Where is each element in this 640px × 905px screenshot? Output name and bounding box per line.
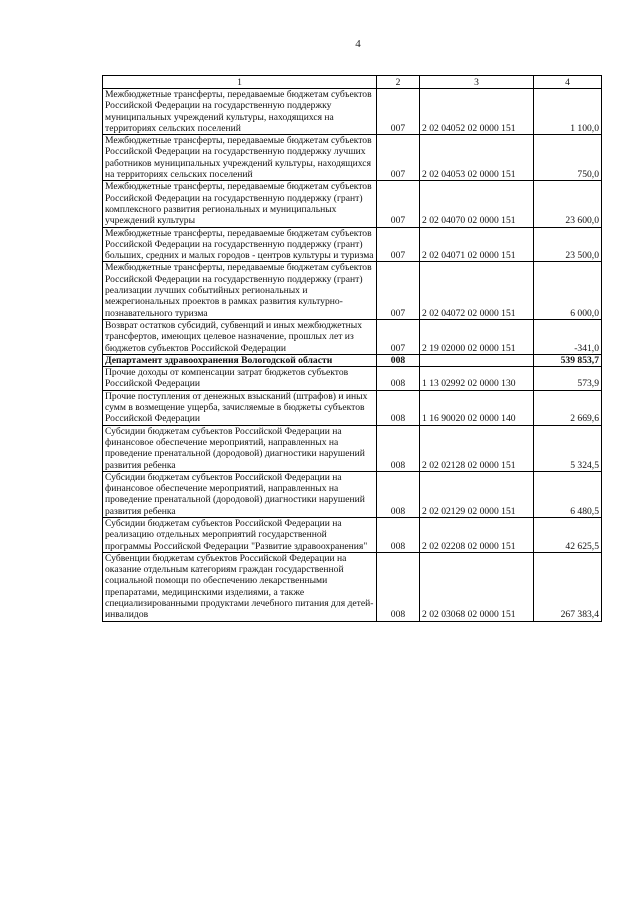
row-revenue-code-cell: 1 13 02992 02 0000 130 bbox=[420, 367, 534, 391]
row-name-cell: Прочие доходы от компенсации затрат бюджетов субъектов Российской Федерации bbox=[103, 367, 377, 391]
section-row bbox=[103, 354, 602, 366]
row-admin-code-cell: 008 bbox=[377, 354, 420, 366]
row-revenue-code-cell: 1 16 90020 02 0000 140 bbox=[420, 390, 534, 425]
header-col-2: 2 bbox=[377, 76, 420, 89]
row-name-cell: Межбюджетные трансферты, передаваемые бюджетам субъектов Российской Федерации на государственную поддержку (грант) больших, средних и малых городов - центров культуры и туризма bbox=[103, 227, 377, 262]
table-row bbox=[103, 227, 602, 262]
table-row bbox=[103, 425, 602, 471]
table-row bbox=[103, 89, 602, 135]
row-name-cell: Прочие поступления от денежных взысканий (штрафов) и иных сумм в возмещение ущерба, зачисляемые в бюджеты субъектов Российской Федерации bbox=[103, 390, 377, 425]
row-name-cell: Межбюджетные трансферты, передаваемые бюджетам субъектов Российской Федерации на государственную поддержку (грант) реализации лучших событийных региональных и межрегиональных проектов в рамках развития культурно-познавательного туризма bbox=[103, 262, 377, 319]
row-name-cell: Возврат остатков субсидий, субвенций и иных межбюджетных трансфертов, имеющих целевое назначение, прошлых лет из бюджетов субъектов Российской Федерации bbox=[103, 319, 377, 354]
row-name-cell: Межбюджетные трансферты, передаваемые бюджетам субъектов Российской Федерации на государственную поддержку муниципальных учреждений культуры, находящихся на территориях сельских поселений bbox=[103, 89, 377, 135]
row-amount-cell: 6 480,5 bbox=[534, 471, 602, 517]
row-revenue-code-cell: 2 02 04070 02 0000 151 bbox=[420, 181, 534, 227]
row-revenue-code-cell: 2 02 04053 02 0000 151 bbox=[420, 135, 534, 181]
row-admin-code-cell: 008 bbox=[377, 471, 420, 517]
row-revenue-code-cell: 2 19 02000 02 0000 151 bbox=[420, 319, 534, 354]
table-row bbox=[103, 319, 602, 354]
row-amount-cell: 1 100,0 bbox=[534, 89, 602, 135]
table-row bbox=[103, 181, 602, 227]
table-row bbox=[103, 517, 602, 552]
budget-revenue-table bbox=[102, 75, 602, 622]
row-revenue-code-cell: 2 02 02208 02 0000 151 bbox=[420, 517, 534, 552]
row-admin-code-cell: 007 bbox=[377, 181, 420, 227]
row-revenue-code-cell: 2 02 02128 02 0000 151 bbox=[420, 425, 534, 471]
row-name-cell: Межбюджетные трансферты, передаваемые бюджетам субъектов Российской Федерации на государственную поддержку лучших работников муниципальных учреждений культуры, находящихся на территориях сельских поселений bbox=[103, 135, 377, 181]
row-admin-code-cell: 008 bbox=[377, 425, 420, 471]
row-name-cell: Межбюджетные трансферты, передаваемые бюджетам субъектов Российской Федерации на государственную поддержку (грант) комплексного развития региональных и муниципальных учреждений культуры bbox=[103, 181, 377, 227]
row-admin-code-cell: 008 bbox=[377, 552, 420, 621]
header-col-3: 3 bbox=[420, 76, 534, 89]
row-revenue-code-cell: 2 02 03068 02 0000 151 bbox=[420, 552, 534, 621]
row-amount-cell: 23 500,0 bbox=[534, 227, 602, 262]
table-header-row bbox=[103, 76, 602, 89]
row-admin-code-cell: 008 bbox=[377, 367, 420, 391]
row-name-cell: Субсидии бюджетам субъектов Российской Федерации на финансовое обеспечение мероприятий, направленных на проведение пренатальной (дородовой) диагностики нарушений развития ребенка bbox=[103, 425, 377, 471]
row-name-cell: Субсидии бюджетам субъектов Российской Федерации на финансовое обеспечение мероприятий, направленных на проведение пренатальной (дородовой) диагностики нарушений развития ребенка bbox=[103, 471, 377, 517]
row-amount-cell: 267 383,4 bbox=[534, 552, 602, 621]
row-amount-cell: 23 600,0 bbox=[534, 181, 602, 227]
table-row bbox=[103, 471, 602, 517]
table-body bbox=[103, 76, 602, 622]
row-revenue-code-cell: 2 02 04071 02 0000 151 bbox=[420, 227, 534, 262]
row-amount-cell: 750,0 bbox=[534, 135, 602, 181]
header-col-4: 4 bbox=[534, 76, 602, 89]
row-name-cell: Субсидии бюджетам субъектов Российской Федерации на реализацию отдельных мероприятий государственной программы Российской Федерации "Развитие здравоохранения" bbox=[103, 517, 377, 552]
row-revenue-code-cell: 2 02 04072 02 0000 151 bbox=[420, 262, 534, 319]
row-admin-code-cell: 007 bbox=[377, 135, 420, 181]
row-admin-code-cell: 008 bbox=[377, 517, 420, 552]
table-row bbox=[103, 262, 602, 319]
row-amount-cell: -341,0 bbox=[534, 319, 602, 354]
row-amount-cell: 42 625,5 bbox=[534, 517, 602, 552]
row-amount-cell: 6 000,0 bbox=[534, 262, 602, 319]
row-amount-cell: 2 669,6 bbox=[534, 390, 602, 425]
row-name-cell: Субвенции бюджетам субъектов Российской Федерации на оказание отдельным категориям граждан государственной социальной помощи по обеспечению лекарственными препаратами, медицинскими изделиями, а также специализированными продуктами лечебного питания для детей-инвалидов bbox=[103, 552, 377, 621]
row-admin-code-cell: 007 bbox=[377, 319, 420, 354]
row-admin-code-cell: 008 bbox=[377, 390, 420, 425]
row-admin-code-cell: 007 bbox=[377, 262, 420, 319]
table-row bbox=[103, 367, 602, 391]
row-name-cell: Департамент здравоохранения Вологодской области bbox=[103, 354, 377, 366]
table-row bbox=[103, 135, 602, 181]
row-amount-cell: 5 324,5 bbox=[534, 425, 602, 471]
row-admin-code-cell: 007 bbox=[377, 227, 420, 262]
page-number: 4 bbox=[355, 38, 361, 50]
row-revenue-code-cell: 2 02 02129 02 0000 151 bbox=[420, 471, 534, 517]
table-row bbox=[103, 552, 602, 621]
row-admin-code-cell: 007 bbox=[377, 89, 420, 135]
row-amount-cell: 573,9 bbox=[534, 367, 602, 391]
header-col-1: 1 bbox=[103, 76, 377, 89]
row-revenue-code-cell: 2 02 04052 02 0000 151 bbox=[420, 89, 534, 135]
row-amount-cell: 539 853,7 bbox=[534, 354, 602, 366]
row-revenue-code-cell bbox=[420, 354, 534, 366]
table-row bbox=[103, 390, 602, 425]
